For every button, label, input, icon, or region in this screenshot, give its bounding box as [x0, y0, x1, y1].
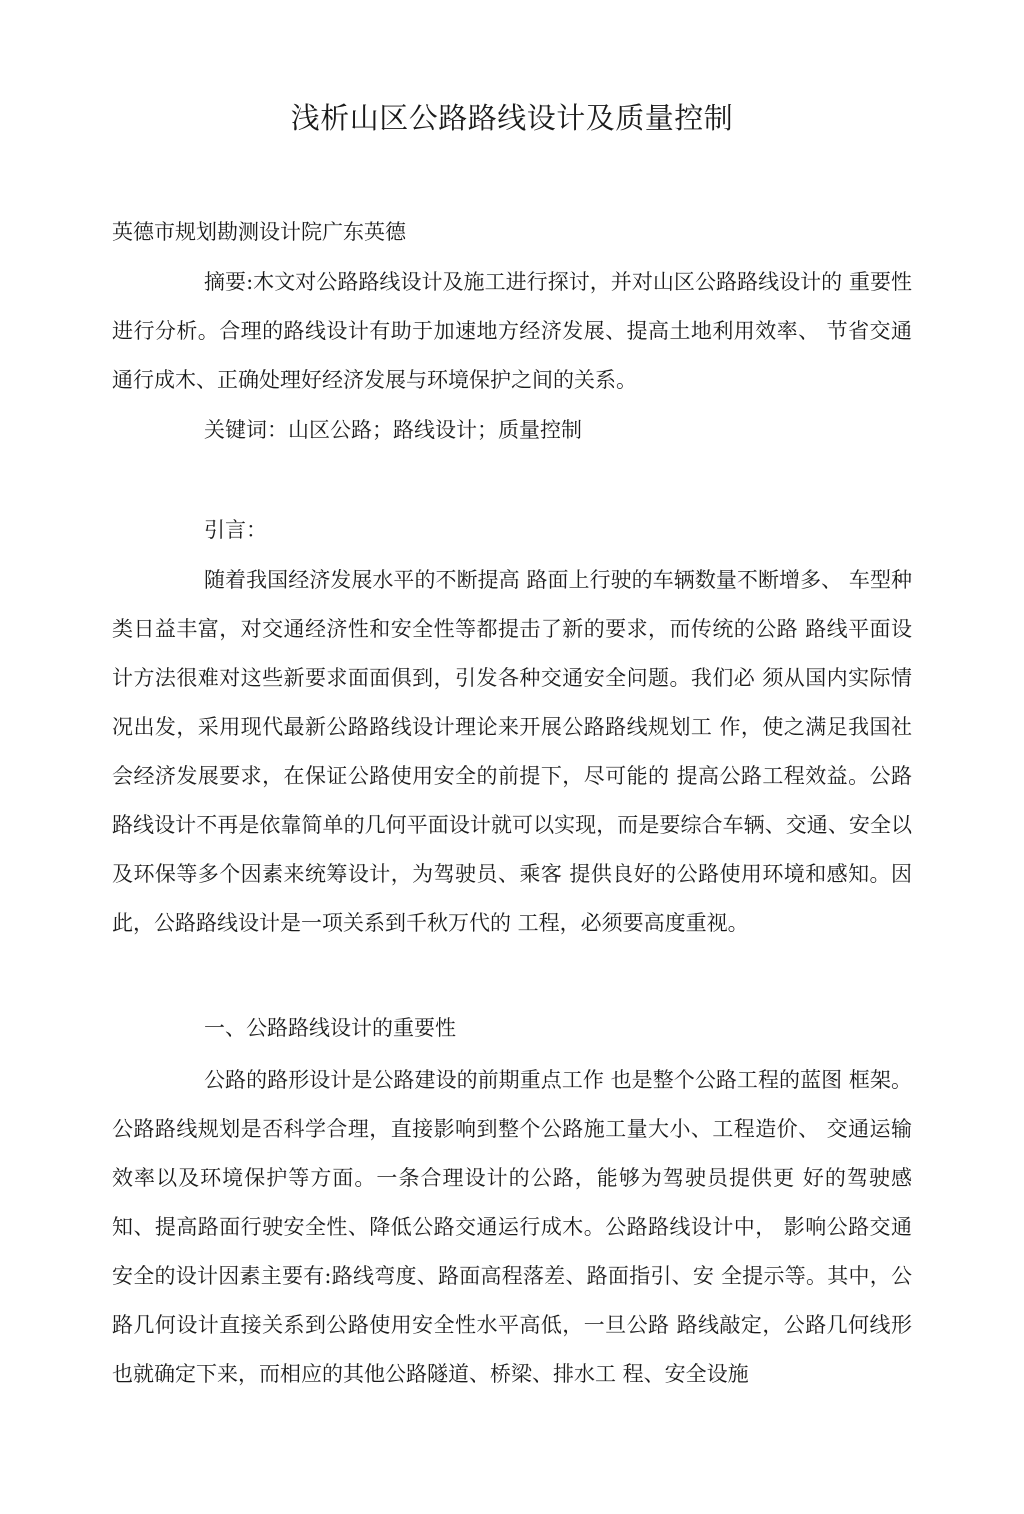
abstract-paragraph: 摘要:木文对公路路线设计及施工进行探讨，并对山区公路路线设计的 重要性进行分析。合理的路线设计有助于加速地方经济发展、提高土地利用效率、 节省交通通行成木、正确处理好经济发展与环境保护之间的关系。 — [112, 270, 912, 392]
section-1-heading: 一、公路路线设计的重要性 — [204, 1016, 456, 1040]
keywords-line: 关键词：山区公路；路线设计；质量控制 — [204, 418, 582, 442]
introduction-paragraph: 随着我国经济发展水平的不断提高 路面上行驶的车辆数量不断增多、 车型种类日益丰富，对交通经济性和安全性等都提击了新的要求，而传统的公路 路线平面设计方法很难对这些新要求面面俱到，引发各种交通安全问题。我们必 须从国内实际情况出发，采用现代最新公路路线设计理论来开展公路路线规划工 作，使之满足我国社会经济发展要求，在保证公路使用安全的前提下，尽可能的 提高公路工程效益。公路路线设计不再是依靠简单的几何平面设计就可以实现，而是要综合车辆、交通、安全以及环保等多个因素来统筹设计，为驾驶员、乘客 提供良好的公路使用环境和感知。因此，公路路线设计是一项关系到千秋万代的 工程，必须要高度重视。 — [112, 568, 913, 935]
introduction-heading: 引言： — [204, 518, 267, 542]
document-title: 浅析山区公路路线设计及质量控制 — [290, 101, 734, 135]
section-1-paragraph: 公路的路形设计是公路建设的前期重点工作 也是整个公路工程的蓝图 框架。公路路线规划是否科学合理，直接影响到整个公路施工量大小、工程造价、 交通运输效率以及环境保护等方面。一条合理设计的公路，能够为驾驶员提供更 好的驾驶感知、提高路面行驶安全性、降低公路交通运行成木。公路路线设计中， 影响公路交通安全的设计因素主要有:路线弯度、路面高程落差、路面指引、安 全提示等。其中，公路几何设计直接关系到公路使用安全性水平高低，一旦公路 路线敲定，公路几何线形也就确定下来，而相应的其他公路隧道、桥梁、排水工 程、安全设施 — [112, 1068, 913, 1386]
author-affiliation: 英德市规划勘测设计院广东英德 — [112, 220, 406, 244]
